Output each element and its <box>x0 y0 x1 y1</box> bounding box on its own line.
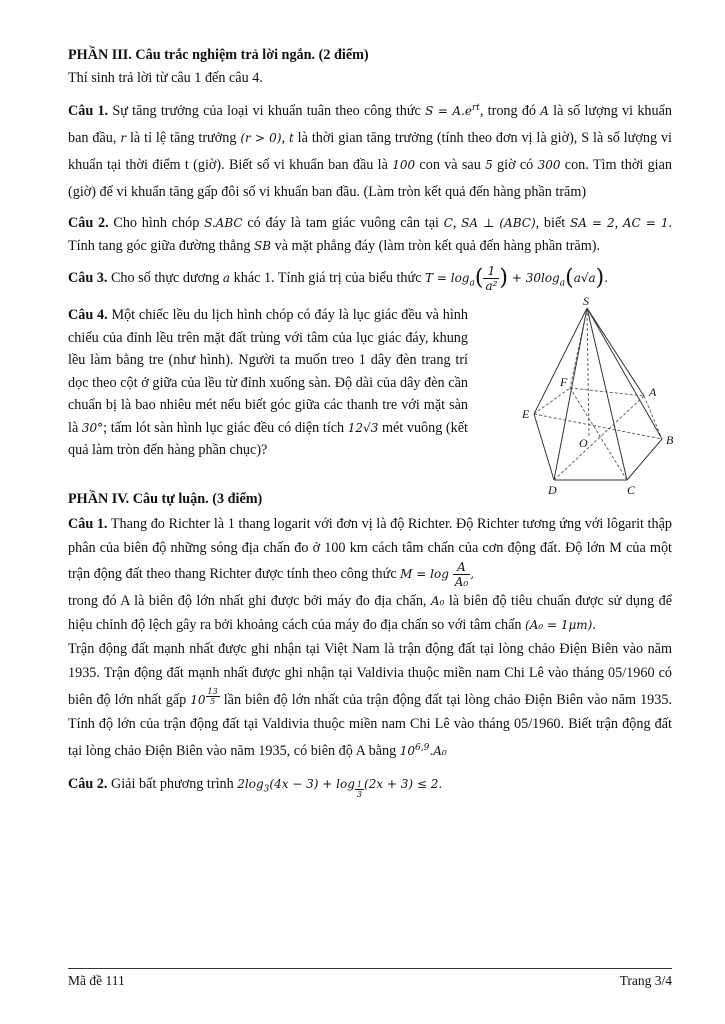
page-number: Trang 3/4 <box>619 973 672 988</box>
math: (A₀ = 1μm) <box>525 618 593 633</box>
question-4 <box>68 296 674 497</box>
math: 100 <box>392 158 416 172</box>
vertex-label: O <box>579 436 588 451</box>
question-label: Câu 1. <box>68 103 109 119</box>
question-label: Câu 2. <box>68 215 109 231</box>
question-2 <box>68 212 672 257</box>
math: SA ⊥ (ABC) <box>461 216 536 230</box>
question-label: Câu 3. <box>68 270 108 286</box>
math: 10 $^{\frac{13}{5}}$ <box>190 687 218 708</box>
text: là biên độ tiêu chuẩn được sử dụng để hiệu chỉnh độ lệch gây ra bởi khoảng cách của máy đo địa chấn so với tâm chấn <box>68 593 673 634</box>
math: C <box>443 216 453 230</box>
math: 300 <box>537 158 561 172</box>
vertex-label: S <box>583 296 589 309</box>
question-3 <box>68 263 672 298</box>
fraction: $\frac{1}{\text{a²}}$ <box>485 264 498 293</box>
text: Trận động đất mạnh nhất được ghi nhận tại Việt Nam là trận động đất tại lòng chảo Điện Biên vào năm 1935. Trận động đất mạnh nhất được ghi nhận tại Valdivia thuộc miền nam Chi Lê vào tháng 05/1960 có biên độ lớn nhất gấp <box>68 641 672 709</box>
text: Giải bất phương trình <box>107 776 238 793</box>
text: , <box>452 215 462 231</box>
question-label: Câu 4. <box>68 307 108 324</box>
text: con và sau <box>415 157 486 173</box>
vertex-label: B <box>666 433 674 448</box>
page-footer <box>68 968 672 989</box>
vertex-label: D <box>548 483 557 497</box>
text: trong đó A là biên độ lớn nhất ghi được bởi máy đo địa chấn, <box>68 593 431 610</box>
exam-code: Mã đề 111 <box>68 973 125 988</box>
essay-question-1: Câu 1. Thang đo Richter là 1 thang logarit với đơn vị là độ Richter. Độ Richter tương ứng với lôgarit thập phân của biên độ những sóng địa chấn đo ở 100 km cách tâm chấn của cơn động đất. Độ lớn M của một trận động đất theo thang Richter được tính theo công thức M = log $\frac{A}{\text{A₀}}$ , trong đó A là biên độ lớn nhất ghi được bởi máy đo địa chấn, A₀ là biên độ tiêu chuẩn được sử dụng để hiệu chỉnh độ lệch gây ra bởi khoảng cách của máy đo địa chấn so với tâm chấn (A₀ = 1μm). Trận động đất mạnh nhất được ghi nhận tại Việt Nam là trận động đất tại lòng chảo Điện Biên vào năm 1935. Trận động đất mạnh nhất được ghi nhận tại Valdivia thuộc miền nam Chi Lê vào tháng 05/1960 có biên độ lớn nhất gấp 10 $^{\frac{13}{5}}$ lần biên độ lớn nhất của trận động đất tại lòng chảo Điện Biên vào năm 1935. Tính độ lớn của trận động đất tại Valdivia thuộc miền nam Chi Lê vào tháng 05/1960. Biết trận động đất tại lòng chảo Điện Biên vào năm 1935, có biên độ A bằng 10$^{6,9}$.A₀ <box>68 516 673 760</box>
math: $2\log_3(4x - 3) + \log$ $_{\frac{1}{3}}$ (2x + 3) ≤ 2. <box>237 777 443 799</box>
question-4-text <box>68 304 468 462</box>
math: S.ABC <box>204 216 243 230</box>
part3-title: PHẦN III. Câu trắc nghiệm trả lời ngắn. (2 điểm) <box>68 47 369 63</box>
text: lần biên độ lớn nhất của trận động đất tại lòng chảo Điện Biên vào năm 1935. Tính độ lớn của trận động đất tại Valdivia thuộc miền nam Chi Lê vào tháng 05/1960. Biết trận động đất tại lòng chảo Điện Biên vào năm 1935, có biên độ A bằng <box>68 692 672 760</box>
math: AC = 1 <box>622 216 669 230</box>
text: mét vuông (kết quả làm tròn đến hàng phần chục)? <box>68 419 468 459</box>
question-label: Câu 1. <box>68 516 108 533</box>
text: khác 1. Tính giá trị của biểu thức <box>230 270 426 286</box>
text: giờ có <box>492 157 538 173</box>
text: , biết <box>535 215 570 231</box>
text: , trong đó <box>479 103 541 119</box>
math: SA = 2 <box>569 216 615 230</box>
math: $T = \log_a$( $\frac{1}{\text{a²}}$ ) + $30\log_a(a√a)$. <box>425 264 609 293</box>
vertex-label: C <box>627 483 636 497</box>
math: a <box>222 271 231 285</box>
text: Cho số thực dương <box>107 270 223 286</box>
vertex-label: E <box>522 407 530 422</box>
part4-title: PHẦN IV. Câu tự luận. (3 điểm) <box>68 490 263 507</box>
text: và mặt phẳng đáy (làm tròn kết quả đến hàng phần trăm). <box>271 237 601 254</box>
text: là thời gian tăng trưởng (tính theo đơn vị là giờ), S là số lượng vi khuẩn tại thời điểm t (giờ). Biết số vi khuẩn ban đầu là <box>68 130 672 173</box>
math: $S = A.e^{rt}$ <box>425 103 480 118</box>
math: r <box>120 131 127 145</box>
math: 30° <box>81 420 104 435</box>
text: có đáy là tam giác vuông cân tại <box>242 215 444 231</box>
math: t <box>288 131 294 145</box>
text: Một chiếc lều du lịch hình chóp có đáy là lục giác đều và hình chiếu của đỉnh lều trên mặt đất trùng với tâm của lục giác đáy, khung lều làm bằng tre (như hình). Người ta muốn treo 1 dây đèn trang trí dọc theo cột ở giữa của lều từ đỉnh xuống sàn. Độ dài của dây đèn cần chuẩn bị là bao nhiêu mét nếu biết góc giữa các thanh tre với mặt sàn là <box>68 307 468 436</box>
fraction: $\frac{A}{\text{A₀}}$ <box>454 560 469 590</box>
text: là số lượng vi khuẩn ban đầu, <box>68 103 672 146</box>
text: con. Tìm thời gian (giờ) để vi khuẩn tăng gấp đôi số vi khuẩn ban đầu. (Làm tròn kết quả đến hàng phần trăm) <box>68 157 672 200</box>
text: Thang đo Richter là 1 thang logarit với đơn vị là độ Richter. Độ Richter tương ứng với lôgarit thập phân của biên độ những sóng địa chấn đo ở 100 km cách tâm chấn của cơn động đất. Độ lớn M của một trận động đất theo thang Richter được tính theo công thức <box>68 516 672 583</box>
exam-page <box>68 36 672 801</box>
text: là tỉ lệ tăng trưởng <box>126 130 241 146</box>
part3-instruction: Thí sinh trả lời từ câu 1 đến câu 4. <box>68 69 263 86</box>
question-1 <box>68 95 672 206</box>
text: . Tính tang góc giữa đường thẳng <box>68 215 673 254</box>
math: M = log $\frac{A}{\text{A₀}}$ , <box>400 560 475 590</box>
text: Sự tăng trưởng của loại vi khuẩn tuân theo công thức <box>108 103 426 119</box>
text: , <box>614 215 623 231</box>
text: , <box>281 130 289 146</box>
math: SB <box>254 238 272 253</box>
vertex-label: A <box>649 385 657 400</box>
essay-question-2 <box>68 773 672 801</box>
math: (r > 0) <box>240 131 282 145</box>
math: A <box>540 104 549 118</box>
hexagonal-pyramid-figure <box>482 296 682 496</box>
math: 5 <box>485 158 493 172</box>
question-label: Câu 2. <box>68 776 108 793</box>
text: ; tấm lót sàn hình lục giác đều có diện tích <box>103 419 348 436</box>
math: A₀ <box>430 594 445 609</box>
math: 10$^{6,9}$.A₀ <box>399 743 447 759</box>
math: 12√3 <box>347 420 379 435</box>
vertex-label: F <box>560 375 568 390</box>
text: Cho hình chóp <box>108 215 205 231</box>
